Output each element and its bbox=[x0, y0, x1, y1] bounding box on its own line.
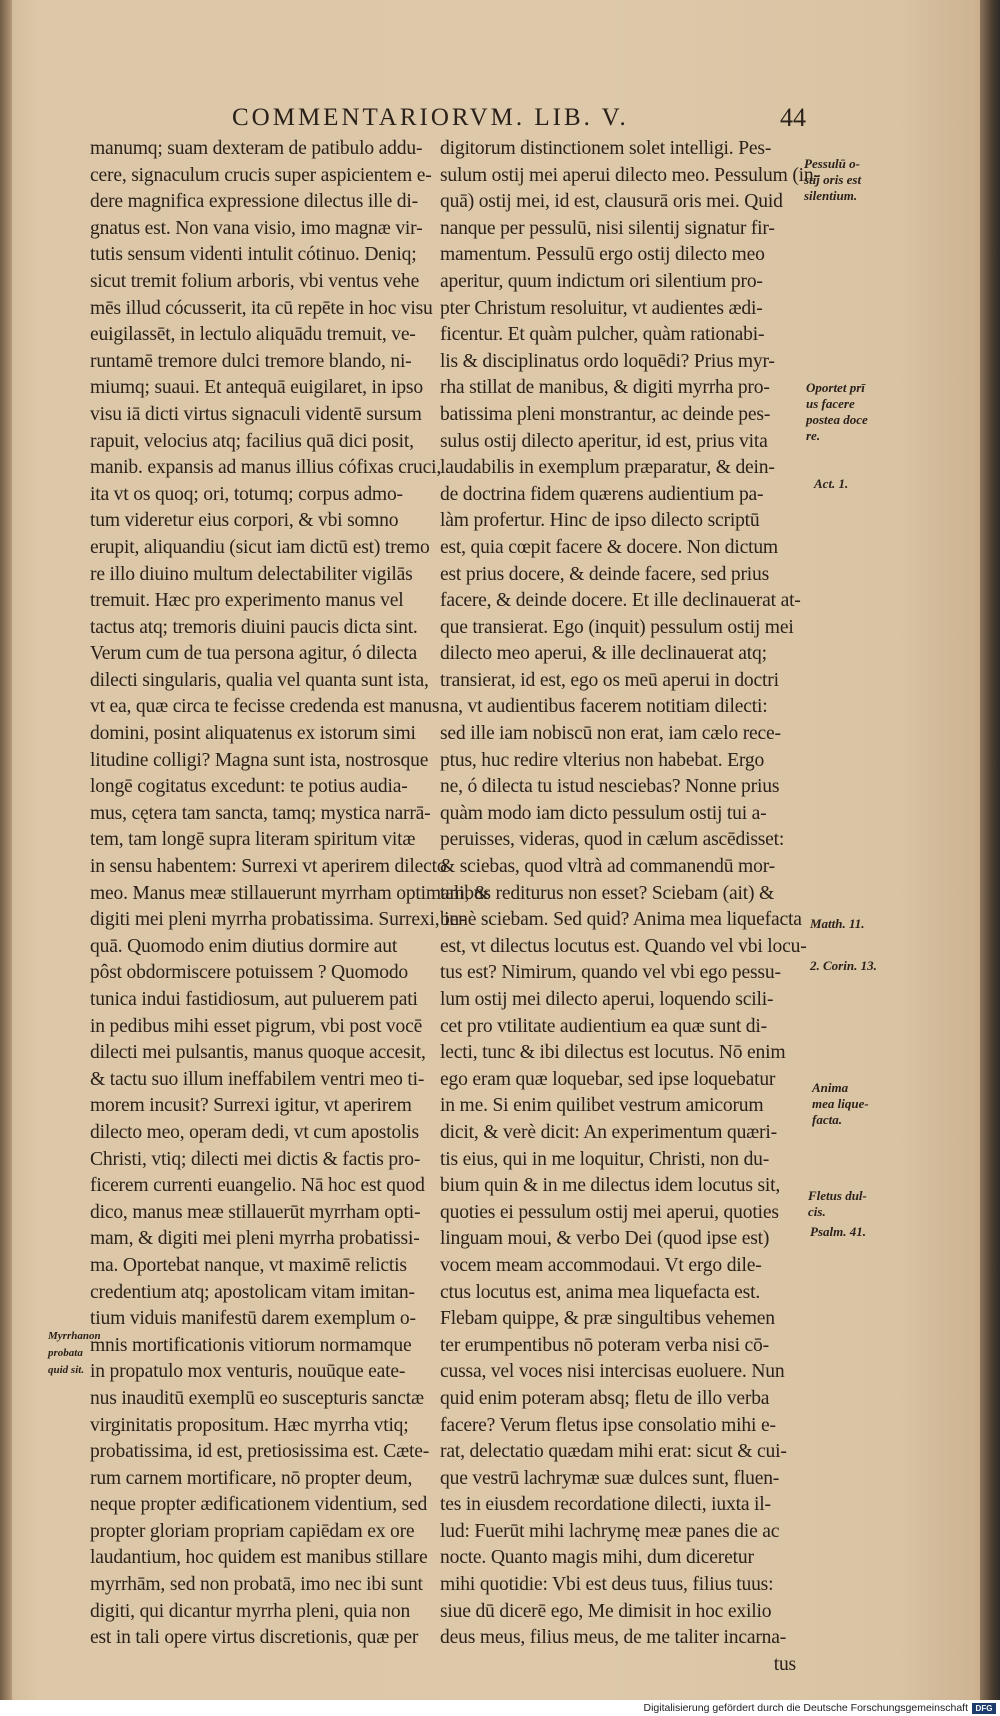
left-column-line: sicut tremit folium arboris, vbi ventus vehe bbox=[90, 270, 420, 292]
right-column-line: facere? Verum fletus ipse consolatio mihi e- bbox=[440, 1414, 776, 1436]
right-column-line: ptus, huc redire vlterius non habebat. Ergo bbox=[440, 749, 765, 771]
left-column-line: dilecti singularis, qualia vel quanta sunt ista, bbox=[90, 669, 429, 691]
left-column-line: tutis sensum videnti intulit cótinuo. Deniq; bbox=[90, 244, 417, 266]
left-column-line: ita vt os quoq; ori, totumq; corpus admo- bbox=[90, 483, 403, 505]
left-column-line: dilecto meo, operam dedi, vt cum apostolis bbox=[90, 1121, 419, 1143]
right-column-line: est, vt dilectus locutus est. Quando vel vbi locu- bbox=[440, 935, 807, 957]
right-column-line: lis & disciplinatus ordo loquēdi? Prius myr- bbox=[440, 350, 775, 372]
right-column-line: dicit, & verè dicit: An experimentum quæri- bbox=[440, 1121, 777, 1143]
right-column-line: làm profertur. Hinc de ipso dilecto scriptū bbox=[440, 510, 760, 532]
right-column-line: laudabilis in exemplum præparatur, & dein- bbox=[440, 457, 775, 479]
left-column-line: vt ea, quæ circa te fecisse credenda est manus bbox=[90, 696, 440, 718]
right-column-line: nocte. Quanto magis mihi, dum diceretur bbox=[440, 1547, 754, 1569]
footer-text: Digitalisierung gefördert durch die Deutsche Forschungsgemeinschaft bbox=[643, 1702, 968, 1714]
right-column-line: de doctrina fidem quærens audientium pa- bbox=[440, 483, 764, 505]
right-column-line: & sciebas, quod vltrà ad commanendū mor- bbox=[440, 856, 775, 878]
right-column-line: lum ostij mei dilecto aperui, loquendo scili- bbox=[440, 989, 774, 1010]
right-text-column bbox=[440, 136, 820, 1678]
left-column-line: miumq; suaui. Et antequā euigilaret, in ipso bbox=[90, 377, 423, 399]
left-text-column bbox=[90, 136, 489, 1652]
right-column-line: cussa, vel voces nisi intercisas euoluere. Nun bbox=[440, 1361, 785, 1383]
left-column-line: euigilassēt, in lectulo aliquādu tremuit, ve- bbox=[90, 324, 416, 346]
right-column-line: deus meus, filius meus, de me taliter incarna- bbox=[440, 1627, 787, 1649]
left-column-line: morem incusit? Surrexi igitur, vt aperirem bbox=[90, 1095, 412, 1117]
right-column-line: tus est? Nimirum, quando vel vbi ego pessu- bbox=[440, 962, 781, 984]
right-column-line: que vestrū lachrymæ suæ dulces sunt, fluen- bbox=[440, 1467, 780, 1489]
right-column-line: ter erumpentibus nō poteram verba nisi cō- bbox=[440, 1334, 769, 1356]
left-column-line: tem, tam longē supra literam spiritum vitæ bbox=[90, 829, 416, 851]
left-column-line: tium viduis manifestū darem exemplum o- bbox=[90, 1308, 416, 1330]
left-column-line: meo. Manus meæ stillauerunt myrrham optimam, & bbox=[90, 882, 489, 904]
right-column-line: ego eram quæ loquebar, sed ipse loquebatur bbox=[440, 1068, 776, 1090]
margin-note-acts: Act. 1. bbox=[814, 476, 849, 491]
left-column-line: probatissima, id est, pretiosissima est. Cæte- bbox=[90, 1441, 430, 1463]
left-column-line: tunica indui fastidiosum, aut puluerem pati bbox=[90, 989, 418, 1010]
right-column-line: quoties ei pessulum ostij mei aperui, quoties bbox=[440, 1201, 779, 1223]
folio-number: 44 bbox=[780, 103, 806, 132]
left-column-line: longē cogitatus excedunt: te potius audia- bbox=[90, 776, 408, 798]
left-column-line: ma. Oportebat nanque, vt maximē relictis bbox=[90, 1254, 407, 1276]
margin-note-pessulum: Pessulū o- stij oris est silentium. bbox=[804, 156, 862, 203]
right-column-line: est, quia cœpit facere & docere. Non dictum bbox=[440, 536, 778, 558]
left-column-line: mam, & digiti mei pleni myrrha probatissi- bbox=[90, 1228, 420, 1250]
right-column-line: quid enim poteram absq; fletu de illo verba bbox=[440, 1387, 770, 1409]
right-column-line: sulum ostij mei aperui dilecto meo. Pessulum (in- bbox=[440, 164, 820, 186]
right-column-line: dilecto meo aperui, & ille declinauerat atq; bbox=[440, 643, 767, 665]
left-column-line: pôst obdormiscere potuissem ? Quomodo bbox=[90, 962, 409, 984]
left-column-line: propter gloriam propriam capiēdam ex ore bbox=[90, 1520, 415, 1542]
right-column-line: ctus locutus est, anima mea liquefacta est. bbox=[440, 1281, 761, 1303]
margin-note-corinthians: 2. Corin. 13. bbox=[810, 958, 877, 973]
right-column-line: siue dū dicerē ego, Me dimisit in hoc exilio bbox=[440, 1600, 772, 1622]
running-head: COMMENTARIORVM. LIB. V. bbox=[232, 104, 629, 131]
left-column-line: erupit, aliquandiu (sicut iam dictū est) tremo bbox=[90, 536, 430, 558]
left-column-line: tactus atq; tremoris diuini paucis dicta sint. bbox=[90, 616, 418, 638]
left-column-line: gnatus est. Non vana visio, imo magnæ vir- bbox=[90, 217, 423, 239]
left-column-line: credentium atq; apostolicam vitam imitan- bbox=[90, 1281, 415, 1303]
right-column-line: sed ille iam nobiscū non erat, iam cælo rece- bbox=[440, 723, 781, 745]
left-column-line: est in tali opere virtus discretionis, quæ per bbox=[90, 1627, 419, 1649]
right-column-line: que transierat. Ego (inquit) pessulum ostij mei bbox=[440, 616, 794, 638]
right-column-line: digitorum distinctionem solet intelligi. Pes- bbox=[440, 138, 772, 159]
right-column-line: batissima pleni monstrantur, ac deinde pes- bbox=[440, 403, 771, 425]
left-column-line: digiti, qui dicantur myrrha pleni, quia non bbox=[90, 1600, 411, 1622]
right-column-line: mamentum. Pessulū ergo ostij dilecto meo bbox=[440, 244, 765, 266]
left-column-line: re illo diuino multum delectabiliter vigilās bbox=[90, 563, 413, 585]
dfg-logo: DFG bbox=[972, 1703, 996, 1714]
left-column-line: tremuit. Hæc pro experimento manus vel bbox=[90, 590, 404, 612]
left-column-line: mnis mortificationis vitiorum normamque bbox=[90, 1334, 412, 1356]
right-column-line: pter Christum resoluitur, vt audientes ædi- bbox=[440, 297, 763, 319]
margin-note-oportet: Oportet prī us facere postea doce re. bbox=[806, 380, 868, 443]
left-column-line: litudine colligi? Magna sunt ista, nostrosque bbox=[90, 749, 429, 771]
digitization-footer bbox=[0, 1700, 1000, 1716]
page-edge-shadow bbox=[980, 0, 1000, 1716]
left-column-line: dere magnifica expressione dilectus ille di- bbox=[90, 191, 418, 213]
right-column-line: lud: Fuerūt mihi lachrymę meæ panes die ac bbox=[440, 1520, 780, 1542]
left-column-line: manumq; suam dexteram de patibulo addu- bbox=[90, 138, 423, 159]
left-column-line: laudantium, hoc quidem est manibus stillare bbox=[90, 1547, 428, 1569]
right-column-line: quàm modo iam dicto pessulum ostij tui a- bbox=[440, 802, 767, 824]
right-column-line: lecti, tunc & ibi dilectus est locutus. Nō enim bbox=[440, 1042, 786, 1064]
right-column-line: bium quin & in me dilectus idem locutus sit, bbox=[440, 1175, 781, 1197]
right-column-line: talibus rediturus non esset? Sciebam (ait) & bbox=[440, 882, 775, 904]
left-column-line: visu iā dicti virtus signaculi videntē sursum bbox=[90, 403, 422, 425]
left-column-line: rapuit, velocius atq; facilius quā dici posit, bbox=[90, 430, 414, 452]
margin-note-myrrha: Myrrhanon probata quid sit. bbox=[48, 1330, 101, 1376]
right-column-line: linguam moui, & verbo Dei (quod ipse est) bbox=[440, 1228, 770, 1250]
right-column-line: benè sciebam. Sed quid? Anima mea liquefacta bbox=[440, 909, 802, 931]
right-column-line: Flebam quippe, & præ singultibus vehemen bbox=[440, 1308, 775, 1330]
right-column-line: facere, & deinde docere. Et ille declinauerat at- bbox=[440, 590, 801, 612]
right-column-line: nanque per pessulū, nisi silentij signatur fir- bbox=[440, 217, 775, 239]
right-column-line: aperitur, quum indictum ori silentium pro- bbox=[440, 270, 763, 292]
right-column-line: in me. Si enim quilibet vestrum amicorum bbox=[440, 1095, 764, 1117]
left-column-line: quā. Quomodo enim diutius dormire aut bbox=[90, 935, 398, 957]
left-column-line: tum videretur eius corpori, & vbi somno bbox=[90, 510, 399, 532]
right-column-line: rat, delectatio quædam mihi erat: sicut & cui- bbox=[440, 1441, 787, 1463]
left-column-line: cere, signaculum crucis super aspicientem e- bbox=[90, 164, 432, 186]
right-column-line: tes in eiusdem recordatione dilecti, iuxta il- bbox=[440, 1494, 771, 1516]
left-column-line: domini, posint aliquatenus ex istorum simi bbox=[90, 723, 416, 745]
left-column-line: rum carnem mortificare, nō propter deum, bbox=[90, 1467, 413, 1489]
left-column-line: digiti mei pleni myrrha probatissima. Surrexi, in- bbox=[90, 909, 466, 931]
right-column-line: na, vt audientibus facerem notitiam dilecti: bbox=[440, 696, 768, 718]
left-column-line: runtamē tremore dulci tremore blando, ni- bbox=[90, 350, 412, 372]
left-column-line: ficerem currenti euangelio. Nā hoc est quod bbox=[90, 1175, 425, 1197]
left-column-line: manib. expansis ad manus illius cófixas cruci, bbox=[90, 457, 442, 479]
book-gutter-shadow bbox=[0, 0, 12, 1700]
right-column-line: sulus ostij dilecto aperitur, id est, prius vita bbox=[440, 430, 768, 452]
left-column-line: Christi, vtiq; dilecti mei dictis & factis pro- bbox=[90, 1148, 421, 1170]
margin-note-psalm: Psalm. 41. bbox=[810, 1224, 866, 1239]
left-column-line: in pedibus mihi esset pigrum, vbi post vocē bbox=[90, 1015, 423, 1037]
left-column-line: mēs illud cócusserit, ita cū repēte in hoc visu bbox=[90, 297, 433, 319]
right-column-line: tus bbox=[773, 1653, 796, 1675]
right-column-line: ficentur. Et quàm pulcher, quàm rationabi- bbox=[440, 324, 765, 346]
right-column-line: transierat, id est, ego os meū aperui in doctri bbox=[440, 669, 779, 691]
right-column-line: rha stillat de manibus, & digiti myrrha pro- bbox=[440, 377, 770, 399]
margin-note-matthew: Matth. 11. bbox=[810, 916, 865, 931]
left-column-line: & tactu suo illum ineffabilem ventri meo ti- bbox=[90, 1068, 425, 1090]
left-column-line: nus inauditū exemplū eo suscepturis sanctæ bbox=[90, 1387, 424, 1409]
left-column-line: myrrhām, sed non probatā, imo nec ibi sunt bbox=[90, 1574, 423, 1596]
left-column-line: mus, cętera tam sancta, tamq; mystica narrā- bbox=[90, 802, 431, 824]
left-column-line: dilecti mei pulsantis, manus quoque accesit, bbox=[90, 1042, 426, 1064]
right-column-line: ne, ó dilecta tu istud nesciebas? Nonne prius bbox=[440, 776, 780, 798]
left-column-line: dico, manus meæ stillauerūt myrrham opti- bbox=[90, 1201, 421, 1223]
right-column-line: tis eius, qui in me loquitur, Christi, non du- bbox=[440, 1148, 770, 1170]
right-column-line: vocem meam accommodaui. Vt ergo dile- bbox=[440, 1254, 762, 1276]
left-column-line: Verum cum de tua persona agitur, ó dilecta bbox=[90, 643, 418, 665]
right-column-line: cet pro vtilitate audientium ea quæ sunt di- bbox=[440, 1015, 767, 1037]
margin-note-anima: Anima mea lique- facta. bbox=[812, 1080, 869, 1127]
left-column-line: neque propter ædificationem videntium, sed bbox=[90, 1494, 428, 1516]
right-column-line: peruisses, videras, quod in cælum ascēdisset: bbox=[440, 829, 785, 851]
left-column-line: in propatulo mox venturis, nouūque eate- bbox=[90, 1361, 406, 1383]
right-column-line: mihi quotidie: Vbi est deus tuus, filius tuus: bbox=[440, 1574, 774, 1596]
right-column-line: est prius docere, & deinde facere, sed prius bbox=[440, 563, 770, 585]
left-column-line: in sensu habentem: Surrexi vt aperirem dilecto bbox=[90, 856, 447, 878]
left-column-line: virginitatis propositum. Hæc myrrha vtiq; bbox=[90, 1414, 409, 1436]
right-column-line: quā) ostij mei, id est, clausurā oris mei. Quid bbox=[440, 191, 783, 213]
margin-note-fletus: Fletus dul- cis. bbox=[808, 1188, 867, 1219]
